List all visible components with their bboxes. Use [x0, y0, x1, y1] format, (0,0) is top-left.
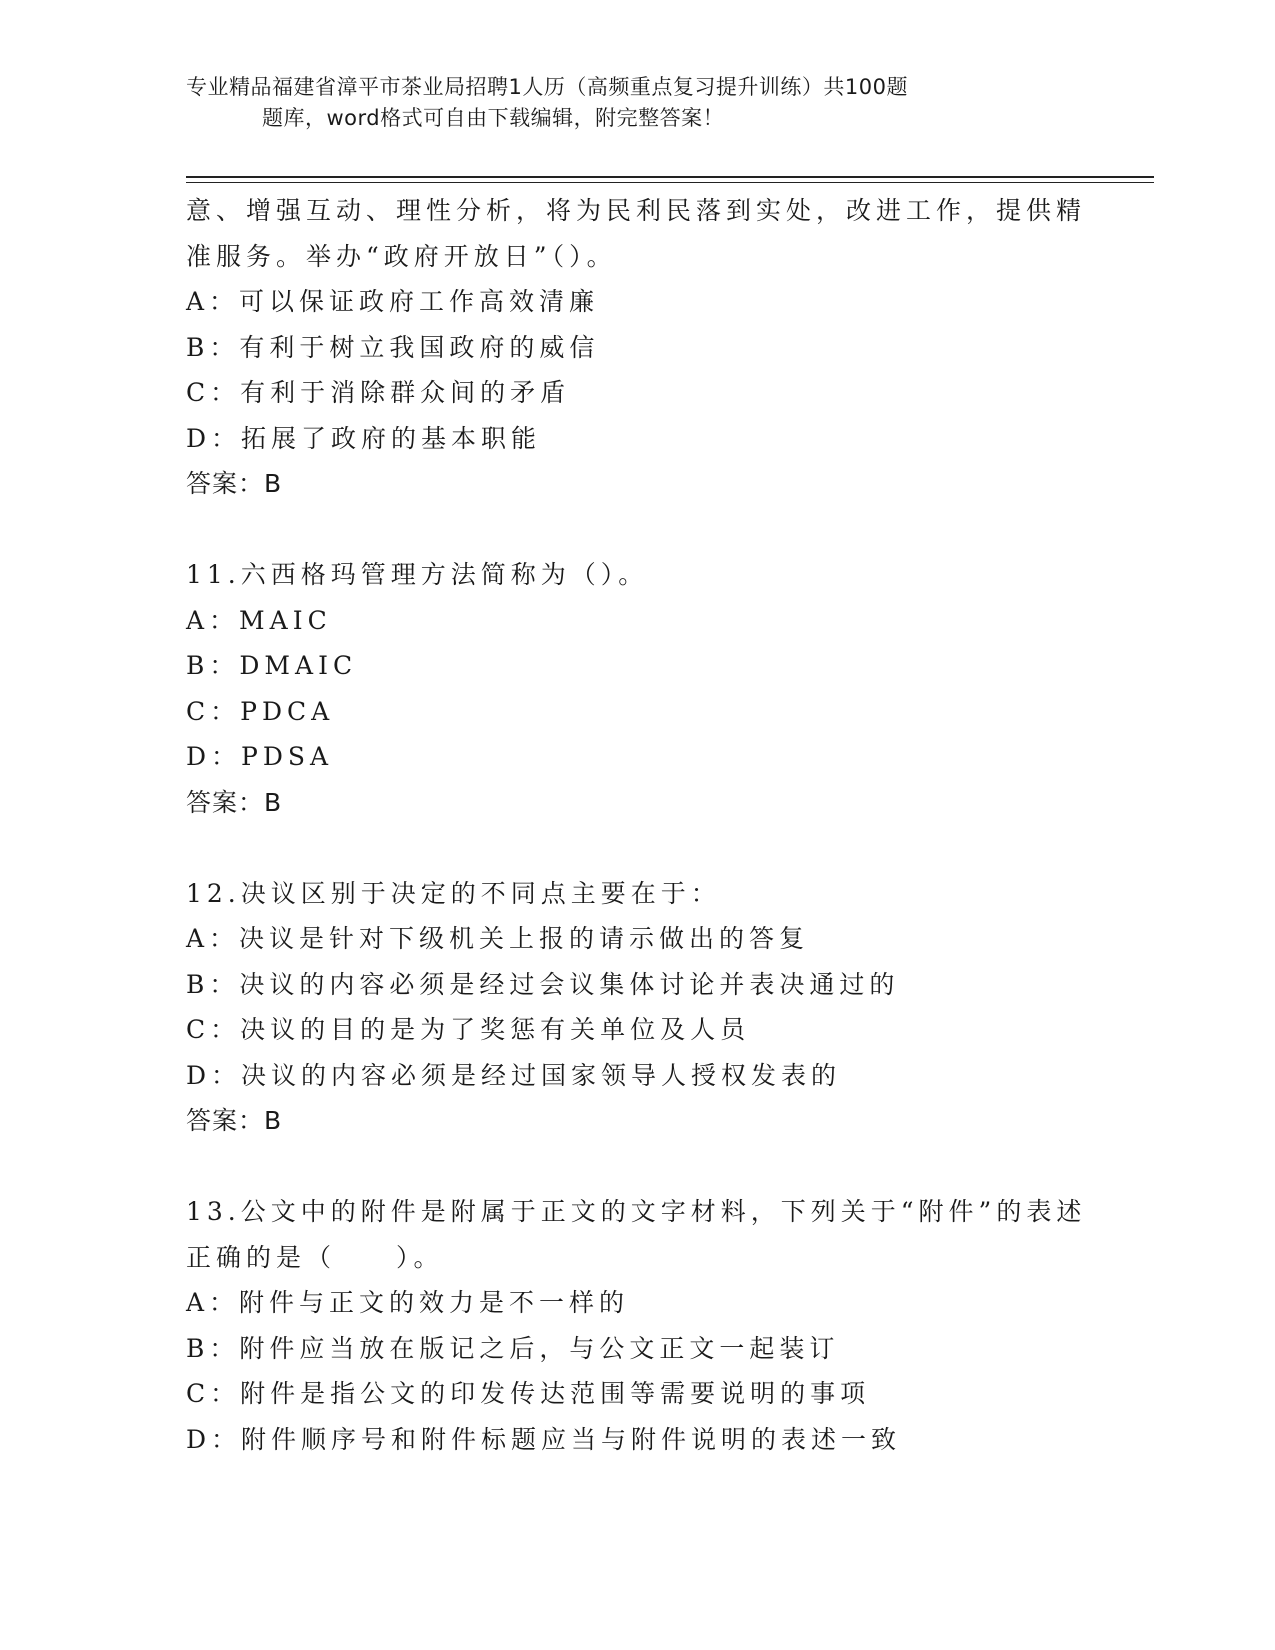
header-divider-thick: [186, 176, 1154, 178]
option-a: A：可以保证政府工作高效清廉: [186, 287, 600, 316]
document-header: [186, 72, 1046, 134]
header-title-line2: 题库，word格式可自由下载编辑，附完整答案！: [262, 106, 725, 130]
question-block-13: [186, 1189, 1086, 1462]
answer-line: 答案：B: [186, 787, 283, 817]
question-block-12: [186, 871, 1086, 1144]
option-d: D：拓展了政府的基本职能: [186, 423, 542, 453]
option-a: A：附件与正文的效力是不一样的: [186, 1288, 630, 1317]
option-b: B：有利于树立我国政府的威信: [186, 332, 600, 362]
answer-line: 答案：B: [186, 469, 283, 498]
option-d: D：附件顺序号和附件标题应当与附件说明的表述一致: [186, 1424, 902, 1454]
question-text-line: 正确的是（ ）。: [186, 1242, 444, 1272]
option-b: B：附件应当放在版记之后，与公文正文一起装订: [186, 1333, 840, 1363]
option-d: D：PDSA: [186, 742, 334, 771]
header-title-line1: 专业精品福建省漳平市茶业局招聘1人历（高频重点复习提升训练）共100题: [186, 75, 908, 99]
question-text-line: 意、增强互动、理性分析，将为民利民落到实处，改进工作，提供精: [186, 196, 1087, 225]
question-block-11: [186, 552, 1086, 825]
option-b: B：决议的内容必须是经过会议集体讨论并表决通过的: [186, 969, 900, 999]
option-d: D：决议的内容必须是经过国家领导人授权发表的: [186, 1060, 842, 1090]
option-a: A：决议是针对下级机关上报的请示做出的答复: [186, 924, 810, 953]
spacer: [186, 825, 1086, 871]
option-a: A：MAIC: [186, 605, 332, 635]
question-text-line: 准服务。举办“政府开放日”（）。: [186, 241, 617, 271]
spacer: [186, 1144, 1086, 1190]
answer-line: 答案：B: [186, 1106, 283, 1135]
question-block-10: [186, 188, 1086, 507]
option-c: C：有利于消除群众间的矛盾: [186, 378, 571, 407]
header-divider-thin: [186, 182, 1154, 183]
option-c: C：附件是指公文的印发传达范围等需要说明的事项: [186, 1379, 871, 1408]
document-body: [186, 188, 1086, 1462]
option-c: C：PDCA: [186, 696, 335, 726]
option-c: C：决议的目的是为了奖惩有关单位及人员: [186, 1015, 751, 1044]
option-b: B：DMAIC: [186, 651, 358, 680]
question-text: 11.六西格玛管理方法简称为（）。: [186, 560, 649, 589]
spacer: [186, 507, 1086, 553]
question-text: 12.决议区别于决定的不同点主要在于：: [186, 878, 721, 908]
question-text-line: 13.公文中的附件是附属于正文的文字材料，下列关于“附件”的表述: [186, 1197, 1087, 1226]
